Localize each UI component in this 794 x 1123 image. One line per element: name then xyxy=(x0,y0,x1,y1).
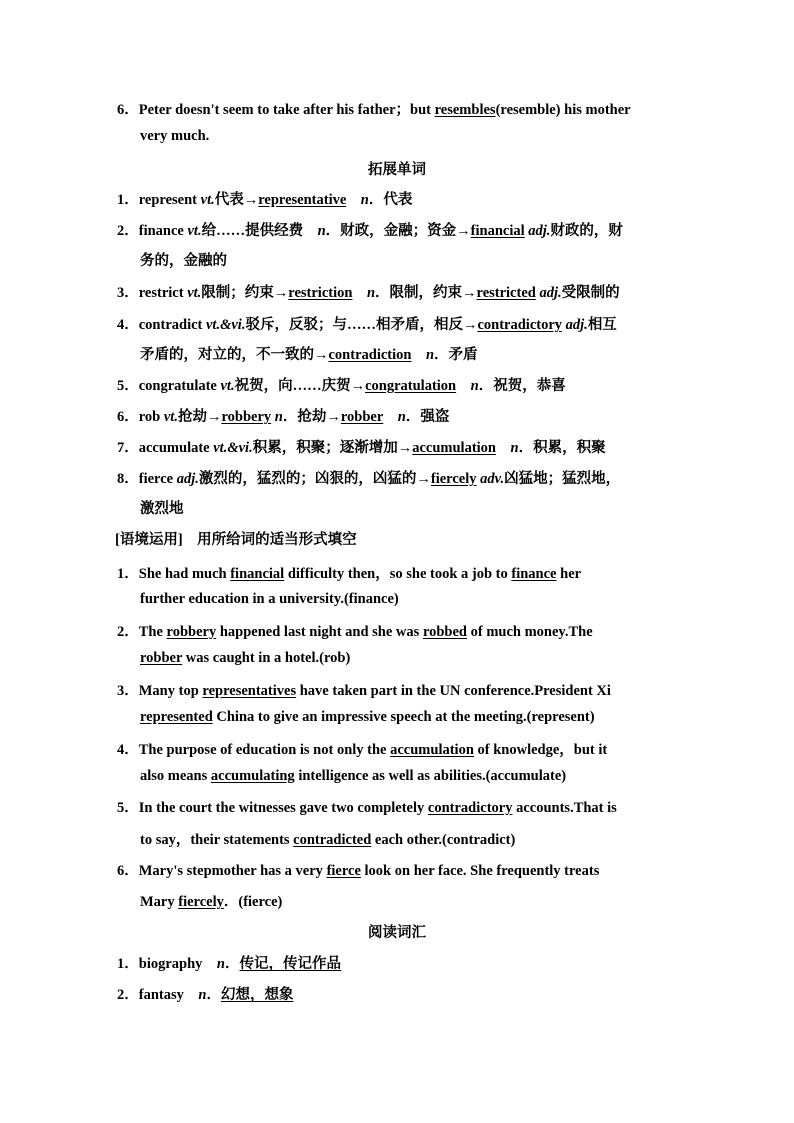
answer-blank: accumulation xyxy=(390,742,474,758)
answer-blank: represented xyxy=(140,709,213,725)
answer-blank: representative xyxy=(258,192,347,208)
word-item-2: 2．finance vt.给……提供经费 n．财政，金融；资金→financial adj.财政的，财 xyxy=(117,223,623,239)
exercise-2: 2．The robbery happened last night and she was robbed of much money.The xyxy=(117,624,593,640)
word-item-8: 8．fierce adj.激烈的，猛烈的；凶狠的，凶猛的→fiercely adv.凶猛地；猛烈地， xyxy=(117,471,621,487)
answer-blank: finance xyxy=(511,566,557,582)
answer-blank: representatives xyxy=(202,683,297,699)
answer-blank: contradictory xyxy=(477,317,563,333)
answer-blank: restricted xyxy=(476,285,536,301)
exercise-3-cont: represented China to give an impressive speech at the meeting.(represent) xyxy=(140,709,595,725)
answer-blank: contradicted xyxy=(293,832,372,848)
answer-blank: robbery xyxy=(221,409,272,425)
section-title-reading-vocab: 阅读词汇 xyxy=(368,925,426,941)
section-title-expand-words: 拓展单词 xyxy=(368,162,426,178)
exercise-6-cont: Mary fiercely．(fierce) xyxy=(140,894,283,910)
answer-blank: financial xyxy=(470,223,525,239)
answer-blank: contradiction xyxy=(328,347,412,363)
answer-blank: robber xyxy=(140,650,183,666)
answer-blank: restriction xyxy=(288,285,353,301)
word-item-4-cont: 矛盾的，对立的，不一致的→contradiction n．矛盾 xyxy=(140,347,478,363)
answer-blank: robbed xyxy=(422,624,467,640)
word-item-3: 3．restrict vt.限制；约束→restriction n．限制，约束→restricted adj.受限制的 xyxy=(117,285,620,301)
section-heading-context-use: [语境运用] 用所给词的适当形式填空 xyxy=(115,532,357,548)
exercise-5: 5．In the court the witnesses gave two completely contradictory accounts.That is xyxy=(117,800,617,816)
reading-item-1: 1．biography n．传记，传记作品 xyxy=(117,956,341,972)
exercise-5-cont: to say，their statements contradicted each other.(contradict) xyxy=(140,832,516,848)
answer-blank: congratulation xyxy=(365,378,457,394)
reading-item-2: 2．fantasy n．幻想，想象 xyxy=(117,987,294,1003)
exercise-4-cont: also means accumulating intelligence as well as abilities.(accumulate) xyxy=(140,768,567,784)
answer-blank: contradictory xyxy=(427,800,513,816)
sentence-6: 6．Peter doesn't seem to take after his father；but resembles(resemble) his mother xyxy=(117,102,631,118)
exercise-2-cont: robber was caught in a hotel.(rob) xyxy=(140,650,351,666)
word-item-1: 1．represent vt.代表→representative n．代表 xyxy=(117,192,413,208)
sentence-6-cont: very much. xyxy=(140,128,210,144)
exercise-4: 4．The purpose of education is not only the accumulation of knowledge，but it xyxy=(117,742,608,758)
word-item-5: 5．congratulate vt.祝贺，向……庆贺→congratulation n．祝贺，恭喜 xyxy=(117,378,566,394)
word-item-4: 4．contradict vt.&vi.驳斥，反驳；与……相矛盾，相反→contradictory adj.相互 xyxy=(117,317,617,333)
exercise-6: 6．Mary's stepmother has a very fierce look on her face. She frequently treats xyxy=(117,863,600,879)
answer-blank: accumulation xyxy=(412,440,496,456)
answer-blank: robber xyxy=(340,409,384,425)
item-number: 6． xyxy=(117,102,139,118)
answer-blank: 幻想，想象 xyxy=(220,987,294,1003)
answer-blank: fiercely xyxy=(178,894,224,910)
exercise-3: 3．Many top representatives have taken part in the UN conference.President Xi xyxy=(117,683,611,699)
answer-blank: financial xyxy=(230,566,285,582)
answer-blank: fiercely xyxy=(430,471,477,487)
word-item-2-cont: 务的，金融的 xyxy=(140,253,227,269)
answer-blank: resembles xyxy=(434,102,496,118)
answer-blank: 传记，传记作品 xyxy=(239,956,341,972)
answer-blank: fierce xyxy=(326,863,361,879)
word-item-6: 6．rob vt.抢劫→robbery n．抢劫→robber n．强盗 xyxy=(117,409,450,425)
answer-blank: robbery xyxy=(166,624,217,640)
exercise-1: 1．She had much financial difficulty then，so she took a job to finance her xyxy=(117,566,582,582)
answer-blank: accumulating xyxy=(210,768,295,784)
word-item-8-cont: 激烈地 xyxy=(140,501,184,517)
exercise-1-cont: further education in a university.(finance) xyxy=(140,591,399,607)
word-item-7: 7．accumulate vt.&vi.积累，积聚；逐渐增加→accumulation n．积累，积聚 xyxy=(117,440,606,456)
